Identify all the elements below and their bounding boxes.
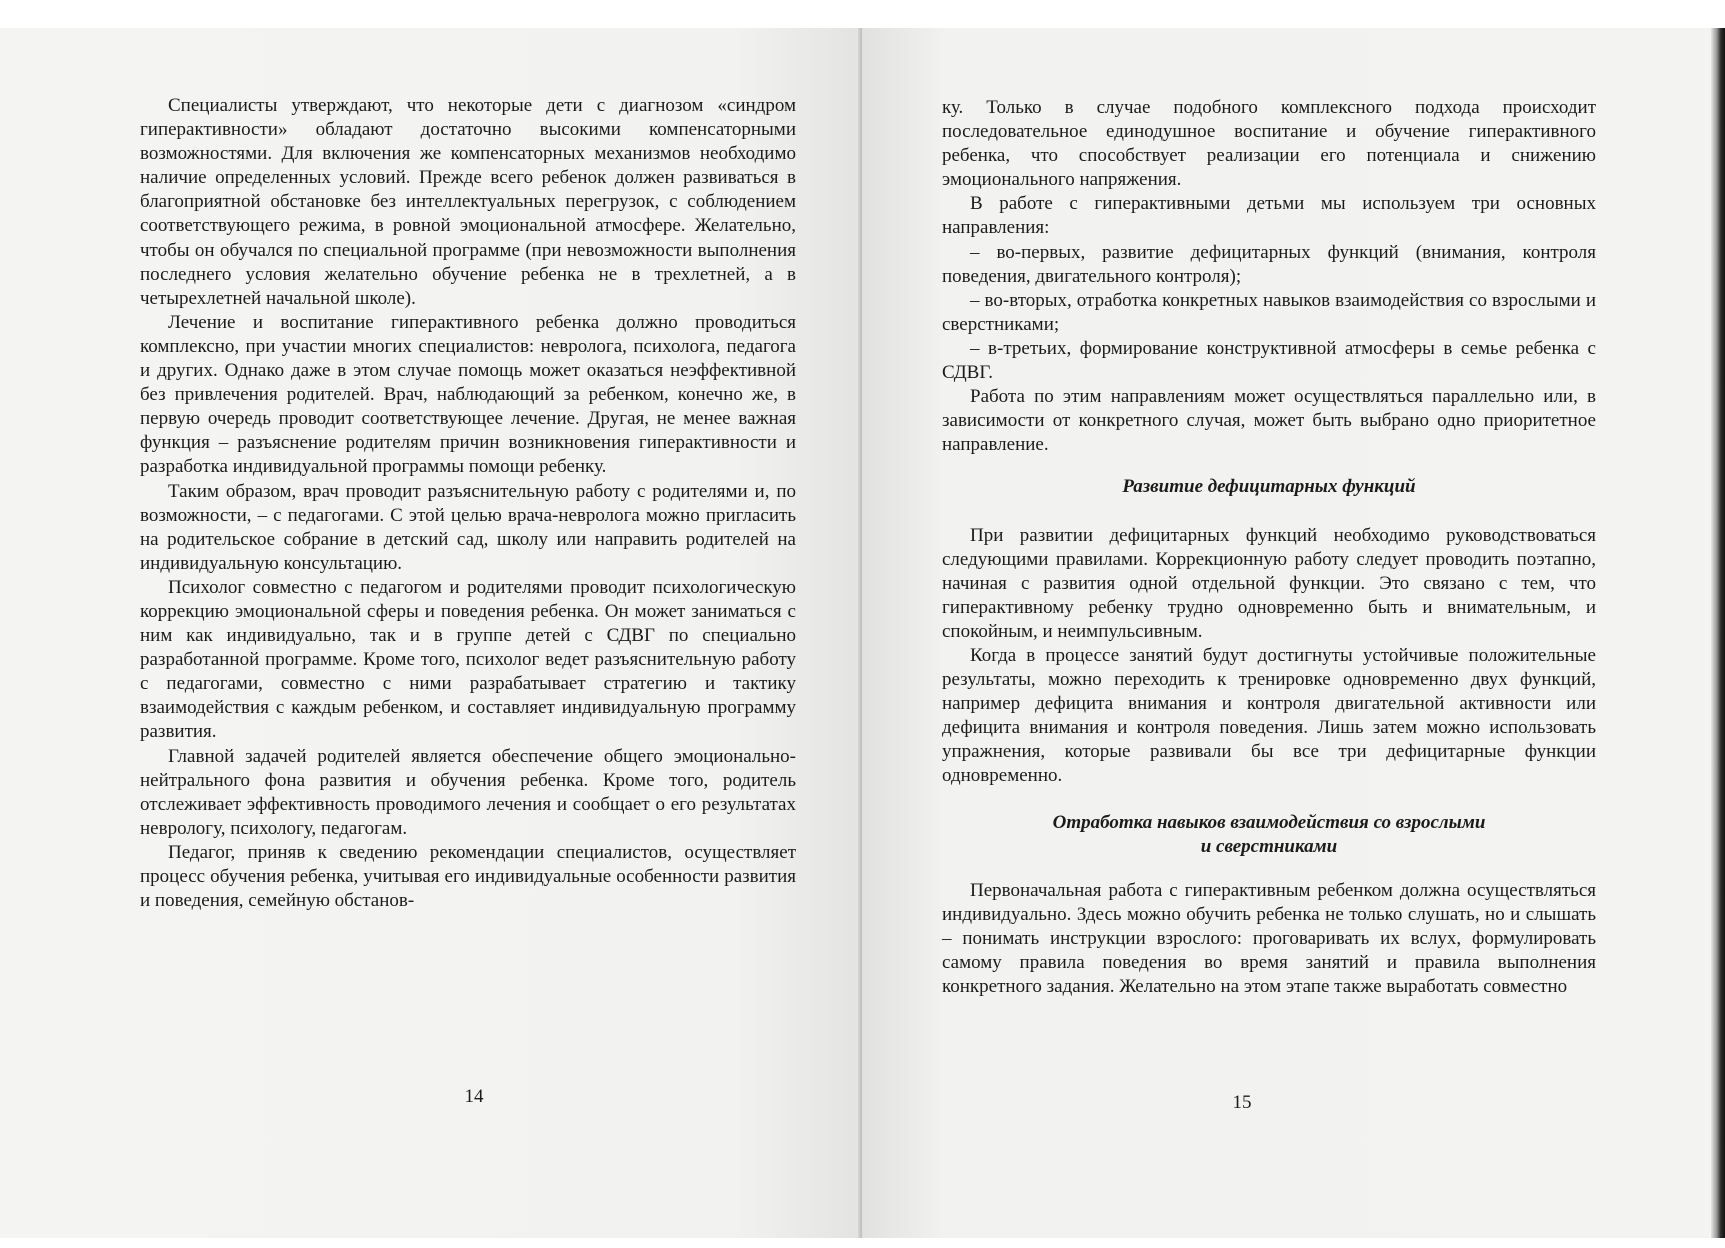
paragraph: Таким образом, врач проводит разъяснительную работу с родителями и, по возможности, – с педагогами. С этой целью врача-невролога можно пригласить на родительское собрание в детский сад, школу или направить родителей на индивидуальную консультацию. [140,480,796,574]
section-heading-line: Отработка навыков взаимодействия со взрослыми [1052,811,1486,833]
right-page-text [942,96,1596,999]
paragraph: Работа по этим направлениям может осуществляться параллельно или, в зависимости от конкретного случая, может быть выбрано одно приоритетное направление. [942,386,1596,456]
paragraph: Первоначальная работа с гиперактивным ребенком должна осуществляться индивидуально. Здесь можно обучить ребенка не только слушать, но и слышать – понимать инструкции взрослого: проговаривать их вслух, формулировать самому правила поведения во время занятий и правила выполнения конкретного задания. Желательно на этом этапе также выработать совместно [942,879,1596,997]
page-number: 15 [1232,1092,1252,1113]
paragraph: Главной задачей родителей является обеспечение общего эмоционально-нейтрального фона развития и обучения ребенка. Кроме того, родитель отслеживает эффективность проводимого лечения и сообщает о его результатах неврологу, психологу, педагогам. [140,745,796,839]
paragraph: В работе с гиперактивными детьми мы используем три основных направления: [942,193,1596,239]
paragraph: ку. Только в случае подобного комплексного подхода происходит последовательное единодушное воспитание и обучение гиперактивного ребенка, что способствует реализации его потенциала и снижению эмоционального напряжения. [942,97,1596,191]
paragraph: Лечение и воспитание гиперактивного ребенка должно проводиться комплексно, при участии многих специалистов: невролога, психолога, педагога и других. Однако даже в этом случае помощь может оказаться неэффективной без привлечения родителей. Врач, наблюдающий за ребенком, конечно же, в первую очередь проводит соответствующее лечение. Другая, не менее важная функция – разъяснение родителям причин возникновения гиперактивности и разработка индивидуальной программы помощи ребенку. [140,311,796,478]
list-item: – во-вторых, отработка конкретных навыков взаимодействия со взрослыми и сверстниками; [942,289,1596,335]
paragraph: Педагог, приняв к сведению рекомендации специалистов, осуществляет процесс обучения ребенка, учитывая его индивидуальные особенности развития и поведения, семейную обстанов- [140,841,796,912]
section-heading-line: и сверстниками [1200,835,1338,857]
paragraph: Когда в процессе занятий будут достигнуты устойчивые положительные результаты, можно переходить к тренировке одновременно двух функций, например дефицита внимания и контроля двигательной активности или дефицита внимания и контроля поведения. Лишь затем можно использовать упражнения, которые развивали бы все три дефицитарные функции одновременно. [942,644,1596,787]
list-item: – в-третьих, формирование конструктивной атмосферы в семье ребенка с СДВГ. [942,337,1596,384]
right-page [862,28,1712,1238]
left-page [0,28,862,1238]
section-heading [942,811,1596,859]
left-page-text [140,94,796,913]
list-item: – во-первых, развитие дефицитарных функций (внимания, контроля поведения, двигательного контроля); [942,241,1596,287]
paragraph: Специалисты утверждают, что некоторые дети с диагнозом «синдром гиперактивности» обладают достаточно высокими компенсаторными возможностями. Для включения же компенсаторных механизмов необходимо наличие определенных условий. Прежде всего ребенок должен развиваться в благоприятной обстановке без интеллектуальных перегрузок, с соблюдением соответствующего режима, в ровной эмоциональной атмосфере. Желательно, чтобы он обучался по специальной программе (при невозможности выполнения последнего условия желательно обучение ребенка не в трехлетней, а в четырехлетней начальной школе). [140,95,796,309]
paragraph: Психолог совместно с педагогом и родителями проводит психологическую коррекцию эмоциональной сферы и поведения ребенка. Он может заниматься с ним как индивидуально, так и в группе детей с СДВГ по специально разработанной программе. Кроме того, психолог ведет разъяснительную работу с педагогами, совместно с ними разрабатывает стратегию и тактику взаимодействия с каждым ребенком, и составляет индивидуальную программу развития. [140,576,796,743]
paragraph: При развитии дефицитарных функций необходимо руководствоваться следующими правилами. Коррекционную работу следует проводить поэтапно, начиная с развития одной отдельной функции. Это связано с тем, что гиперактивному ребенку трудно одновременно быть и внимательным, и спокойным, и неимпульсивным. [942,524,1596,642]
page-number: 14 [464,1086,484,1107]
section-heading: Развитие дефицитарных функций [1122,476,1416,498]
scan-edge [1711,28,1725,1238]
book-spread [0,28,1725,1238]
